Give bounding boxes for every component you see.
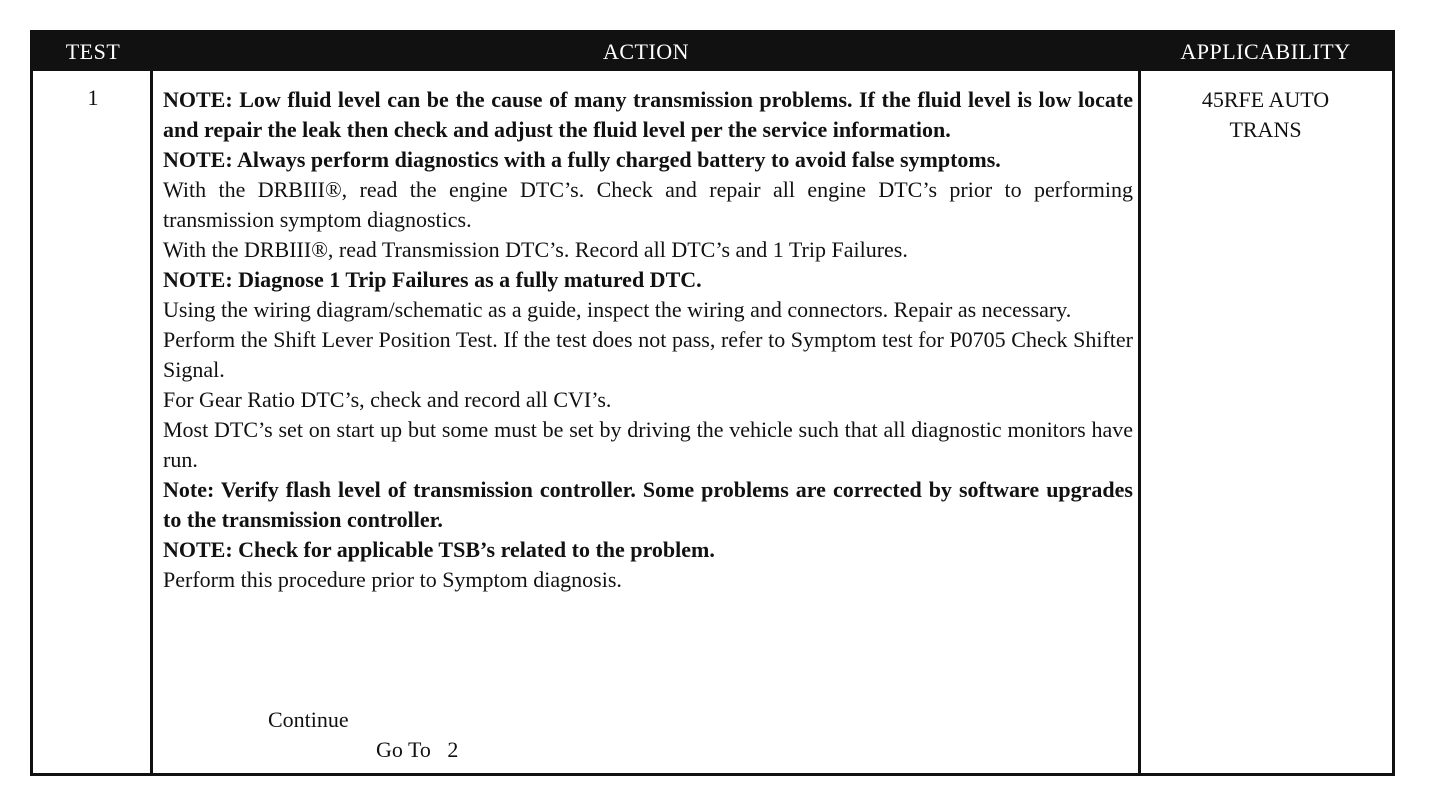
test-number: 1: [87, 85, 99, 110]
table-header: [33, 33, 1392, 71]
applicability-line: TRANS: [1229, 117, 1302, 142]
diagnostic-table: [30, 30, 1395, 776]
goto-target: 2: [447, 737, 459, 762]
continue-label: Continue: [268, 707, 349, 732]
action-step: Using the wiring diagram/schematic as a guide, inspect the wiring and connectors. Repair as necessary.: [163, 297, 1072, 322]
action-step: Most DTC’s set on start up but some must be set by driving the vehicle such that all diagnostic monitors have run.: [163, 417, 1133, 472]
header-applicability: APPLICABILITY: [1180, 39, 1351, 64]
action-text-block: [163, 85, 1133, 595]
action-step: Perform this procedure prior to Symptom diagnosis.: [163, 567, 622, 592]
action-note: NOTE: Always perform diagnostics with a fully charged battery to avoid false symptoms.: [163, 147, 1001, 172]
action-step: With the DRBIII®, read Transmission DTC’s. Record all DTC’s and 1 Trip Failures.: [163, 237, 908, 262]
applicability-line: 45RFE AUTO: [1201, 87, 1330, 112]
action-note: NOTE: Check for applicable TSB’s related to the problem.: [163, 537, 715, 562]
action-step: For Gear Ratio DTC’s, check and record all CVI’s.: [163, 387, 612, 412]
action-step: With the DRBIII®, read the engine DTC’s. Check and repair all engine DTC’s prior to performing transmission symptom diagnostics.: [163, 177, 1133, 232]
goto-label: Go To: [376, 737, 431, 762]
applicability-cell: [1139, 85, 1392, 145]
action-note: Note: Verify flash level of transmission controller. Some problems are corrected by software upgrades to the transmission controller.: [163, 477, 1133, 532]
action-note: NOTE: Diagnose 1 Trip Failures as a fully matured DTC.: [163, 267, 702, 292]
action-step: Perform the Shift Lever Position Test. If the test does not pass, refer to Symptom test for P0705 Check Shifter Signal.: [163, 327, 1133, 382]
action-note: NOTE: Low fluid level can be the cause of many transmission problems. If the fluid level is low locate and repair the leak then check and adjust the fluid level per the service information.: [163, 87, 1133, 142]
column-divider: [150, 71, 153, 773]
header-test: TEST: [65, 39, 121, 64]
column-divider: [1138, 71, 1141, 773]
header-action: ACTION: [602, 39, 690, 64]
goto-instruction: [376, 735, 458, 765]
